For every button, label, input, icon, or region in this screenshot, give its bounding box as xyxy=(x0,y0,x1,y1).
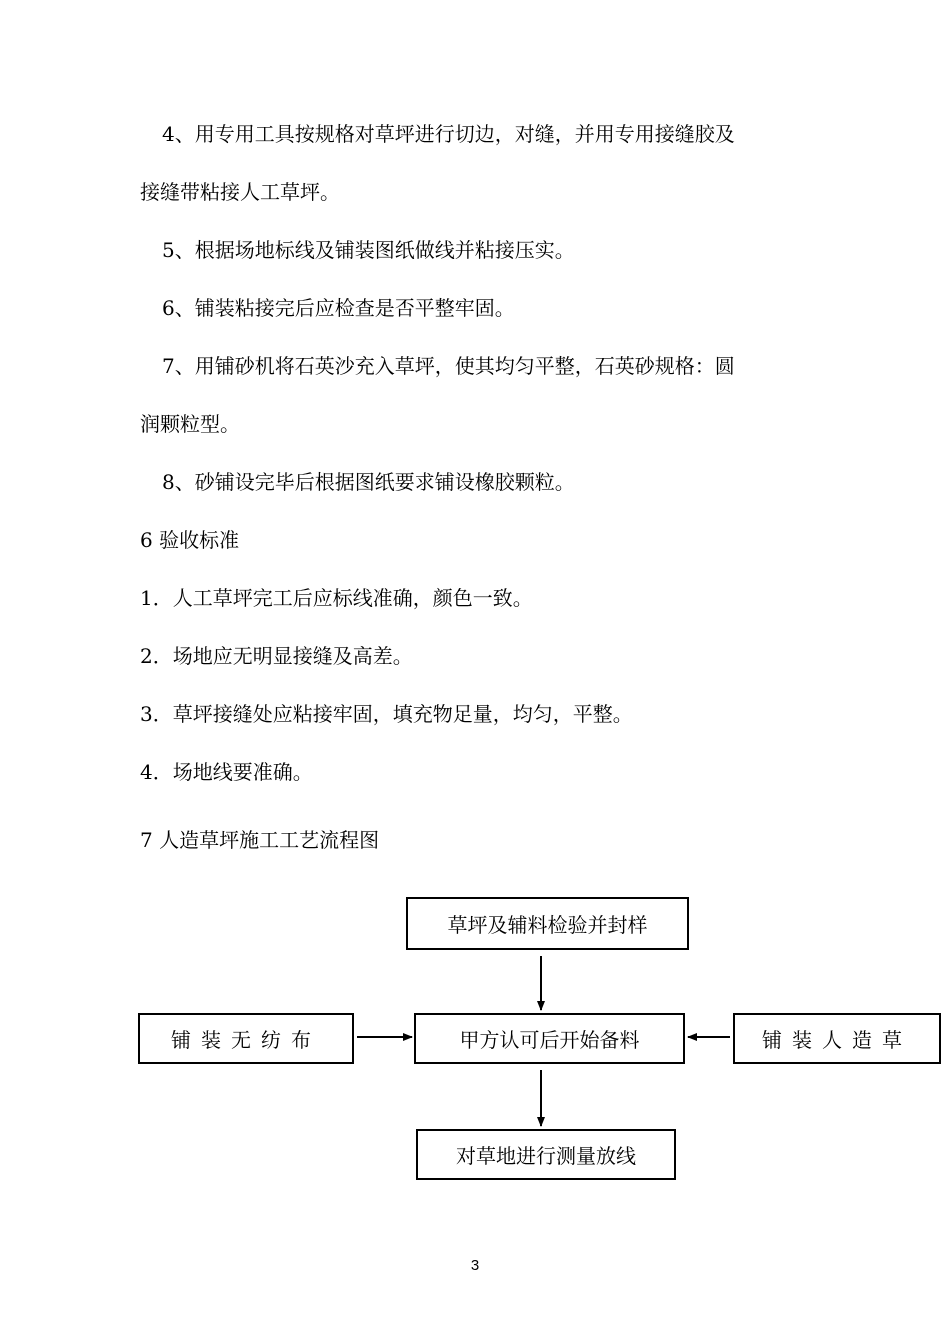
flow-box-artificial-grass-label: 铺装人造草 xyxy=(762,1028,912,1052)
flow-box-survey-label: 对草地进行测量放线 xyxy=(456,1144,636,1168)
flow-box-nonwoven-label: 铺装无纺布 xyxy=(171,1028,321,1052)
paragraph-2: 5、根据场地标线及铺装图纸做线并粘接压实。 xyxy=(162,238,575,262)
flow-box-approval-label: 甲方认可后开始备料 xyxy=(459,1028,640,1052)
section-heading-6: 6 验收标准 xyxy=(140,528,240,552)
paragraph-4-line-2: 润颗粒型。 xyxy=(140,412,240,436)
criterion-4: 4．场地线要准确。 xyxy=(140,760,313,784)
paragraph-3: 6、铺装粘接完后应检查是否平整牢固。 xyxy=(162,296,515,320)
flow-box-nonwoven xyxy=(138,1013,354,1064)
flow-box-inspection xyxy=(406,897,689,950)
paragraph-1-line-1: 4、用专用工具按规格对草坪进行切边，对缝，并用专用接缝胶及 xyxy=(162,122,735,146)
paragraph-1-line-2: 接缝带粘接人工草坪。 xyxy=(140,180,340,204)
criterion-1: 1．人工草坪完工后应标线准确，颜色一致。 xyxy=(140,586,533,610)
section-heading-7: 7 人造草坪施工工艺流程图 xyxy=(140,828,380,852)
flow-box-approval xyxy=(414,1013,685,1064)
page-number: 3 xyxy=(470,1257,480,1274)
flow-box-artificial-grass xyxy=(733,1013,941,1064)
criterion-3: 3．草坪接缝处应粘接牢固，填充物足量，均匀，平整。 xyxy=(140,702,633,726)
paragraph-5: 8、砂铺设完毕后根据图纸要求铺设橡胶颗粒。 xyxy=(162,470,575,494)
flow-box-survey xyxy=(416,1129,676,1180)
paragraph-4-line-1: 7、用铺砂机将石英沙充入草坪，使其均匀平整，石英砂规格：圆 xyxy=(162,354,735,378)
flow-box-inspection-label: 草坪及辅料检验并封样 xyxy=(447,913,648,937)
criterion-2: 2．场地应无明显接缝及高差。 xyxy=(140,644,413,668)
